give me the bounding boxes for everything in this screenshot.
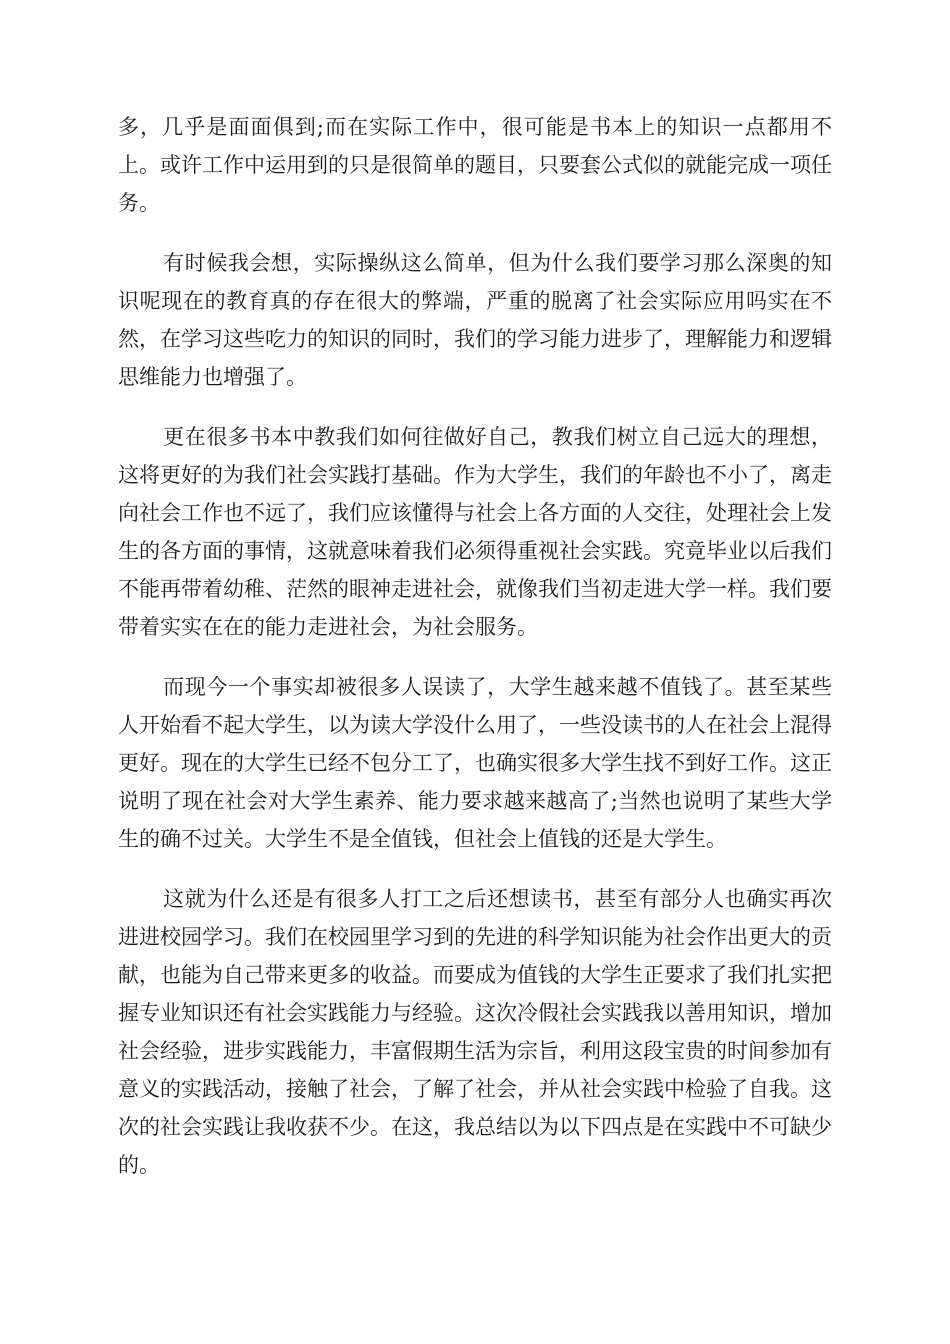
paragraph-gap xyxy=(118,222,832,244)
paragraph-gap xyxy=(118,858,832,880)
paragraph-5: 这就为什么还是有很多人打工之后还想读书，甚至有部分人也确实再次进进校园学习。我们在校园里学习到的先进的科学知识能为社会作出更大的贡献，也能为自己带来更多的收益。而要成为值钱的大学生正要求了我们扎实把握专业知识还有社会实践能力与经验。这次冷假社会实践我以善用知识，增加社会经验，进步实践能力，丰富假期生活为宗旨，利用这段宝贵的时间参加有意义的实践活动，接触了社会，了解了社会，并从社会实践中检验了自我。这次的社会实践让我收获不少。在这，我总结以为以下四点是在实践中不可缺少的。 xyxy=(118,887,832,1177)
paragraph-2: 有时候我会想，实际操纵这么简单，但为什么我们要学习那么深奥的知识呢现在的教育真的存在很大的弊端，严重的脱离了社会实际应用吗实在不然，在学习这些吃力的知识的同时，我们的学习能力进步了，理解能力和逻辑思维能力也增强了。 xyxy=(118,251,832,389)
paragraph-gap xyxy=(118,396,832,418)
paragraph-gap xyxy=(118,646,832,668)
paragraph-4: 而现今一个事实却被很多人误读了，大学生越来越不值钱了。甚至某些人开始看不起大学生，以为读大学没什么用了，一些没读书的人在社会上混得更好。现在的大学生已经不包分工了，也确实很多大学生找不到好工作。这正说明了现在社会对大学生素养、能力要求越来越高了;当然也说明了某些大学生的确不过关。大学生不是全值钱，但社会上值钱的还是大学生。 xyxy=(118,675,832,851)
paragraph-1: 多，几乎是面面俱到;而在实际工作中，很可能是书本上的知识一点都用不上。或许工作中运用到的只是很简单的题目，只要套公式似的就能完成一项任务。 xyxy=(118,115,832,215)
paragraph-3: 更在很多书本中教我们如何往做好自己，教我们树立自己远大的理想，这将更好的为我们社会实践打基础。作为大学生，我们的年龄也不小了，离走向社会工作也不远了，我们应该懂得与社会上各方面的人交往，处理社会上发生的各方面的事情，这就意味着我们必须得重视社会实践。究竟毕业以后我们不能再带着幼稚、茫然的眼神走进社会，就像我们当初走进大学一样。我们要带着实实在在的能力走进社会，为社会服务。 xyxy=(118,425,832,639)
